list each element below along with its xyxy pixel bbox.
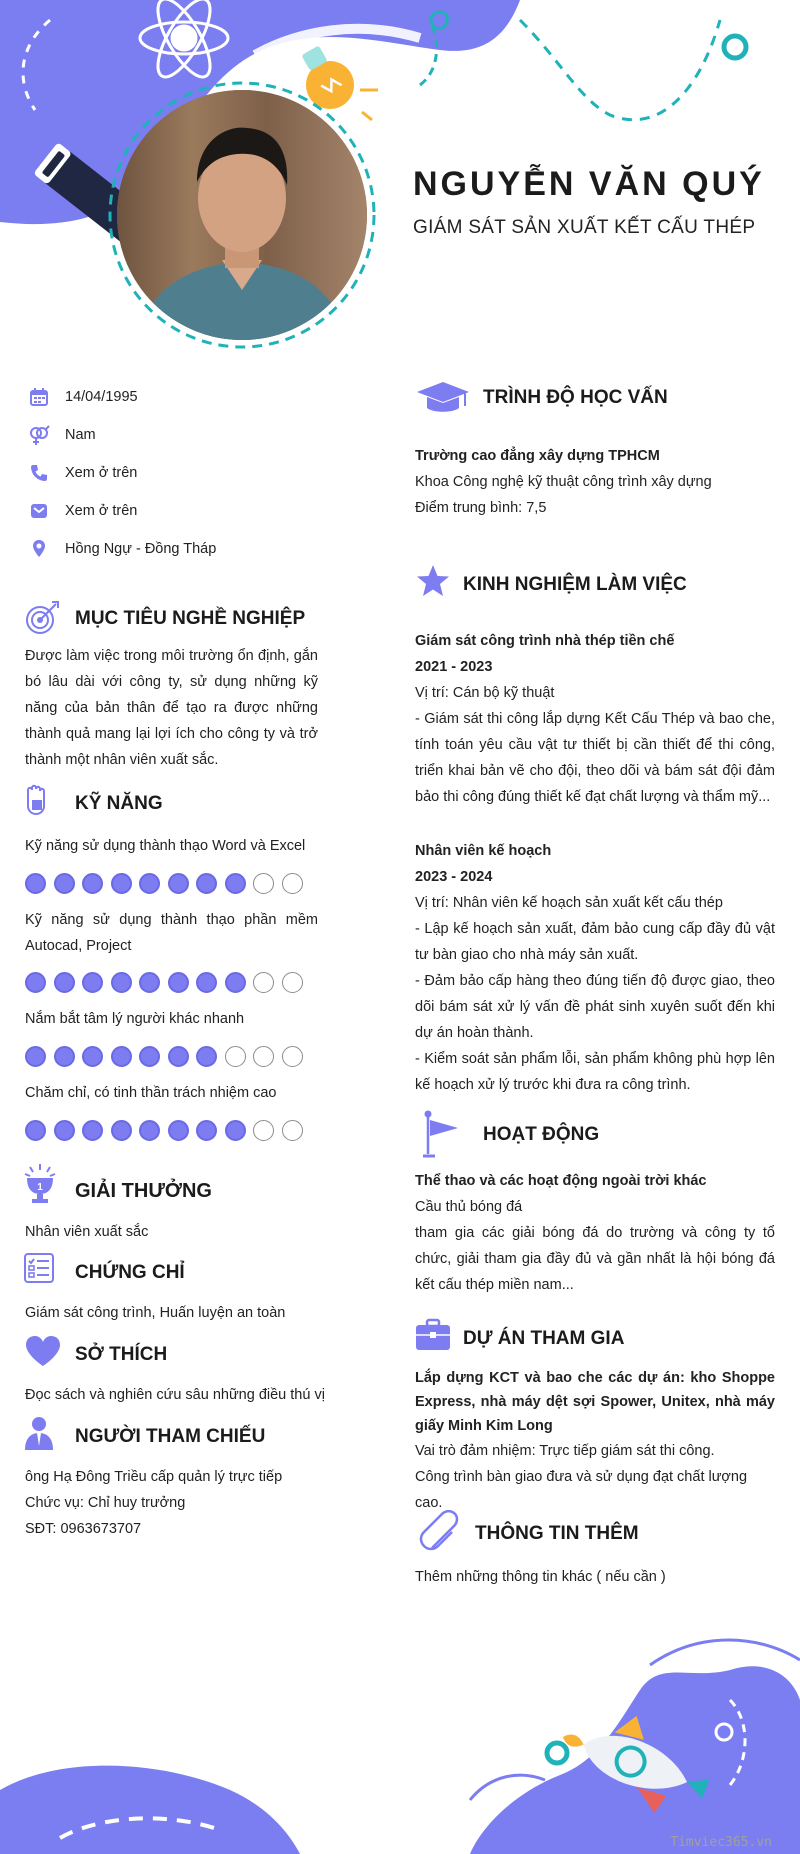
certificates-text: Giám sát công trình, Huấn luyện an toàn — [25, 1305, 286, 1321]
calendar-icon — [28, 386, 50, 408]
paperclip-icon — [418, 1510, 462, 1554]
job-description: - Giám sát thi công lắp dựng Kết Cấu Thép và bao che, tính toán yêu cầu vật tư thiết bị cần thiết để thi công, triển khai bản vẽ cho đội, theo dõi và bám sát đội đảm bảo thi công đúng thiết kế đạt chất lượng và thẩm mỹ... — [415, 711, 775, 805]
rating-dot-filled — [54, 972, 75, 993]
address-text: Hồng Ngự - Đồng Tháp — [65, 541, 217, 557]
projects-title: DỰ ÁN THAM GIA — [463, 1328, 625, 1349]
rating-dot-filled — [54, 1046, 75, 1067]
experience-item — [415, 838, 775, 1098]
gender-icon — [28, 424, 50, 446]
rating-dot-filled — [139, 873, 160, 894]
person-icon — [24, 1416, 60, 1452]
skill-rating — [25, 1120, 303, 1141]
rating-dot-empty — [253, 972, 274, 993]
contact-phone — [28, 460, 138, 486]
references-title: NGƯỜI THAM CHIẾU — [75, 1426, 266, 1447]
profile-photo — [117, 90, 367, 340]
svg-text:1: 1 — [37, 1182, 43, 1193]
education-line: Khoa Công nghệ kỹ thuật công trình xây dựng — [415, 474, 712, 490]
school-name: Trường cao đẳng xây dựng TPHCM — [415, 448, 660, 464]
skill-label: Chăm chỉ, có tinh thần trách nhiệm cao — [25, 1085, 277, 1101]
awards-text: Nhân viên xuất sắc — [25, 1224, 149, 1240]
job-company: Giám sát công trình nhà thép tiền chế — [415, 633, 675, 649]
briefcase-icon — [415, 1318, 451, 1354]
rating-dot-filled — [82, 972, 103, 993]
skill-rating — [25, 972, 303, 993]
reference-line: SĐT: 0963673707 — [25, 1521, 142, 1537]
objective-text: Được làm việc trong môi trường ổn định, gắn bó lâu dài với công ty, sử dụng những kỹ năng của bản thân để tạo ra được những thành quả mang lại lợi ích cho công ty và trở thành một nhân viên xuất sắc. — [25, 648, 318, 768]
rating-dot-filled — [139, 1120, 160, 1141]
gender-text: Nam — [65, 427, 96, 443]
heart-icon — [24, 1334, 60, 1370]
project-name: Lắp dựng KCT và bao che các dự án: kho Shoppe Express, nhà máy dệt sợi Spower, Unitex, nhà máy giấy Minh Kim Long — [415, 1370, 775, 1434]
project-item — [415, 1366, 775, 1516]
rating-dot-filled — [25, 1046, 46, 1067]
objective-title: MỤC TIÊU NGHỀ NGHIỆP — [75, 608, 306, 629]
additional-text: Thêm những thông tin khác ( nếu cần ) — [415, 1569, 666, 1585]
fist-icon — [22, 784, 58, 820]
activity-item — [415, 1168, 775, 1298]
phone-icon — [28, 462, 50, 484]
rating-dot-empty — [282, 1120, 303, 1141]
location-pin-icon — [28, 538, 50, 560]
skill-label: Nắm bắt tâm lý người khác nhanh — [25, 1011, 245, 1027]
certificate-list-icon — [23, 1252, 59, 1288]
rating-dot-filled — [111, 1120, 132, 1141]
job-position: Vị trí: Nhân viên kế hoạch sản xuất kết cấu thép — [415, 895, 723, 911]
rating-dot-filled — [225, 873, 246, 894]
activity-role: Cầu thủ bóng đá — [415, 1199, 523, 1215]
job-period: 2023 - 2024 — [415, 869, 493, 885]
job-period: 2021 - 2023 — [415, 659, 493, 675]
contact-email — [28, 498, 138, 524]
skills-title: KỸ NĂNG — [75, 793, 163, 814]
rating-dot-filled — [82, 1046, 103, 1067]
rating-dot-filled — [168, 1046, 189, 1067]
phone-text: Xem ở trên — [65, 465, 138, 481]
education-title: TRÌNH ĐỘ HỌC VẤN — [483, 387, 668, 408]
rating-dot-empty — [282, 1046, 303, 1067]
star-icon — [415, 564, 451, 600]
rating-dot-empty — [282, 873, 303, 894]
target-icon — [24, 600, 60, 636]
rating-dot-empty — [282, 972, 303, 993]
rating-dot-filled — [139, 972, 160, 993]
job-bullet: - Lập kế hoạch sản xuất, đảm bảo cung cấp đầy đủ vật tư bàn giao cho nhà máy sản xuất. — [415, 921, 775, 963]
rating-dot-filled — [54, 1120, 75, 1141]
project-line: Vai trò đảm nhiệm: Trực tiếp giám sát thi công. — [415, 1443, 715, 1459]
rating-dot-filled — [139, 1046, 160, 1067]
rating-dot-filled — [111, 1046, 132, 1067]
rating-dot-filled — [54, 873, 75, 894]
skill-label: Kỹ năng sử dụng thành thạo Word và Excel — [25, 838, 306, 854]
rating-dot-empty — [253, 1120, 274, 1141]
rating-dot-filled — [82, 1120, 103, 1141]
hobbies-text: Đọc sách và nghiên cứu sâu những điều thú vị — [25, 1387, 325, 1403]
email-icon — [28, 500, 50, 522]
activities-title: HOẠT ĐỘNG — [483, 1124, 600, 1145]
rating-dot-empty — [253, 1046, 274, 1067]
reference-line: Chức vụ: Chỉ huy trưởng — [25, 1495, 186, 1511]
education-info — [415, 443, 775, 521]
rating-dot-empty — [253, 873, 274, 894]
rating-dot-filled — [82, 873, 103, 894]
rating-dot-filled — [111, 873, 132, 894]
job-title: GIÁM SÁT SẢN XUẤT KẾT CẤU THÉP — [413, 217, 756, 238]
rating-dot-filled — [225, 972, 246, 993]
skill-rating — [25, 873, 303, 894]
additional-title: THÔNG TIN THÊM — [475, 1523, 639, 1544]
references-info — [25, 1464, 325, 1542]
contact-birthdate — [28, 384, 138, 410]
certificates-title: CHỨNG CHỈ — [75, 1262, 185, 1283]
trophy-icon — [22, 1162, 58, 1198]
candidate-name: NGUYỄN VĂN QUÝ — [413, 165, 765, 203]
hobbies-title: SỞ THÍCH — [75, 1344, 168, 1365]
contact-gender — [28, 422, 96, 448]
rating-dot-filled — [196, 873, 217, 894]
job-bullet: - Kiểm soát sản phẩm lỗi, sản phẩm không phù hợp lên kế hoạch xử lý trước khi đưa ra công trình. — [415, 1051, 775, 1093]
rating-dot-filled — [25, 873, 46, 894]
reference-line: ông Hạ Đông Triều cấp quản lý trực tiếp — [25, 1469, 283, 1485]
rating-dot-filled — [225, 1120, 246, 1141]
education-line: Điểm trung bình: 7,5 — [415, 500, 547, 516]
rating-dot-filled — [25, 972, 46, 993]
experience-item — [415, 628, 775, 810]
job-position: Vị trí: Cán bộ kỹ thuật — [415, 685, 555, 701]
contact-address — [28, 536, 217, 562]
job-company: Nhân viên kế hoạch — [415, 843, 552, 859]
skill-rating — [25, 1046, 303, 1067]
awards-title: GIẢI THƯỞNG — [75, 1180, 212, 1202]
job-bullet: - Đảm bảo cấp hàng theo đúng tiến độ được giao, theo dõi bám sát xử lý vấn đề phát sinh xuyên suốt đến khi dự án hoàn thành. — [415, 973, 775, 1041]
rating-dot-filled — [168, 873, 189, 894]
rating-dot-filled — [196, 1046, 217, 1067]
rating-dot-filled — [168, 1120, 189, 1141]
graduation-cap-icon — [415, 380, 471, 420]
project-line: Công trình bàn giao đưa và sử dụng đạt chất lượng cao. — [415, 1469, 748, 1511]
flag-icon — [422, 1110, 462, 1160]
skill-label: Kỹ năng sử dụng thành thạo phần mềm Autocad, Project — [25, 912, 318, 954]
rating-dot-filled — [196, 1120, 217, 1141]
activity-description: tham gia các giải bóng đá do trường và công ty tổ chức, giải tham gia đầy đủ và gần nhất là hội bóng đá kết cấu thép miền nam... — [415, 1225, 775, 1293]
rating-dot-filled — [111, 972, 132, 993]
rating-dot-empty — [225, 1046, 246, 1067]
rating-dot-filled — [168, 972, 189, 993]
watermark: Timviec365.vn — [670, 1835, 772, 1850]
rating-dot-filled — [25, 1120, 46, 1141]
email-text: Xem ở trên — [65, 503, 138, 519]
birthdate-text: 14/04/1995 — [65, 389, 138, 405]
activity-name: Thể thao và các hoạt động ngoài trời khác — [415, 1173, 707, 1189]
experience-title: KINH NGHIỆM LÀM VIỆC — [463, 574, 687, 595]
rating-dot-filled — [196, 972, 217, 993]
